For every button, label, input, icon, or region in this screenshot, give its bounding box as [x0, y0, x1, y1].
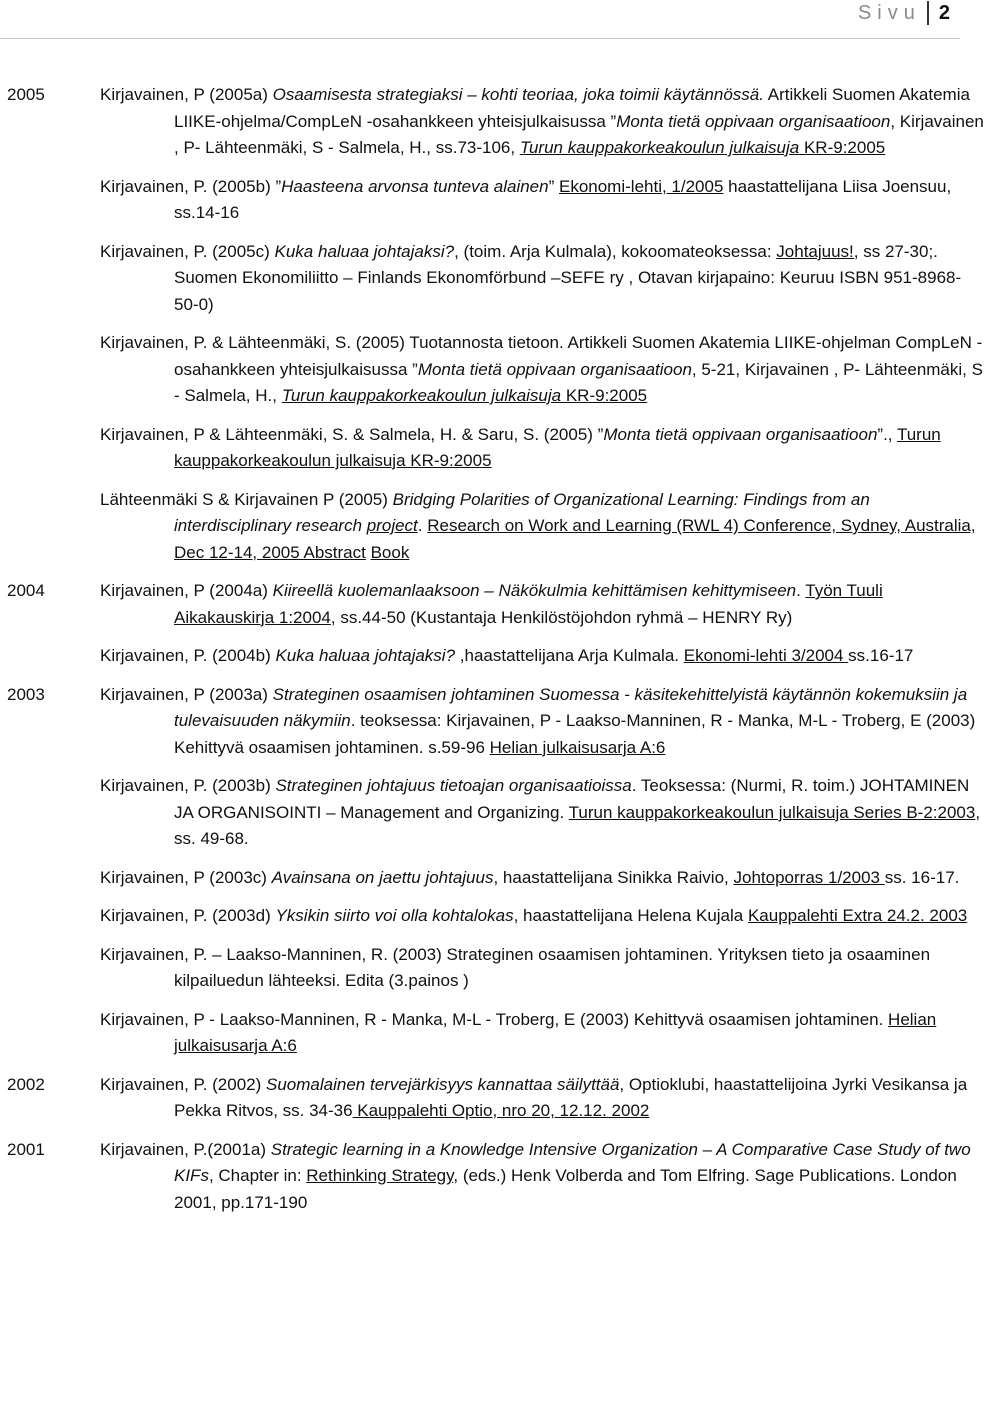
publication-text: .	[417, 516, 428, 535]
publication-entry	[100, 1137, 984, 1217]
publication-link[interactable]: Johtoporras 1/2003	[733, 867, 885, 887]
publication-text: Kirjavainen, P.(2001a)	[100, 1139, 271, 1159]
publication-text: Strateginen osaamisen johtaminen Suomessa - käsitekehittelyistä käytännön kokemuksiin ja tulevaisuuden näkymiin	[174, 684, 968, 730]
publication-text: Kirjavainen, P (2005a)	[100, 85, 273, 104]
publication-text: Kirjavainen, P. (2003d)	[100, 906, 276, 925]
publication-text: . teoksessa: Kirjavainen, P - Laakso-Manninen, R - Manka, M-L - Troberg, E (2003) Kehittyvä osaamisen johtaminen. s.59-96	[174, 711, 976, 757]
page-header	[858, 0, 960, 26]
publication-text: , ss.44-50 (Kustantaja Henkilöstöjohdon ryhmä – HENRY Ry)	[330, 607, 793, 627]
publication-text: Yksikin siirto voi olla kohtalokas	[275, 906, 514, 925]
header-rule	[0, 38, 960, 39]
publication-text: Kiireellä kuolemanlaaksoon – Näkökulmia kehittämisen kehittymiseen	[272, 581, 797, 600]
publication-text: Artikkeli Suomen Akatemia LIIKE-ohjelma/CompLeN -osahankkeen yhteisjulkaisussa ”	[174, 85, 970, 131]
publication-link[interactable]: Turun kauppakorkeakoulun julkaisuja Series B-2:2003	[568, 802, 976, 822]
publication-text: Kuka haluaa johtajaksi?	[274, 241, 455, 261]
publication-text: . Teoksessa: (Nurmi, R. toim.) JOHTAMINEN JA ORGANISOINTI – Management and Organizing.	[174, 776, 970, 822]
publication-text: , haastattelijana Helena Kujala	[513, 906, 748, 925]
publication-text: , haastattelijana Sinikka Raivio,	[493, 867, 734, 887]
year-group-2002	[0, 1072, 968, 1125]
publication-link[interactable]: Rethinking Strategy	[306, 1166, 454, 1185]
year-label: 2004	[7, 581, 45, 600]
publication-entry	[100, 82, 984, 162]
publication-link[interactable]: Kauppalehti Optio, nro 20, 12.12. 2002	[352, 1101, 650, 1120]
publication-text: ss 27-30;. Suomen Ekonomiliitto – Finlands Ekonomförbund –SEFE ry , Otavan kirjapaino: Keuruu ISBN 951-8968-50-0)	[174, 241, 962, 314]
publication-text: ss. 16-17.	[884, 867, 960, 887]
publication-entry	[100, 1007, 984, 1060]
publication-text: Kirjavainen, P - Laakso-Manninen, R - Manka, M-L - Troberg, E (2003) Kehittyvä osaamisen johtaminen.	[100, 1009, 889, 1029]
year-label: 2002	[7, 1074, 45, 1094]
publication-text: Osaamisesta strategiaksi – kohti teoriaa, joka toimii käytännössä.	[272, 85, 764, 104]
publication-text: Avainsana on jaettu johtajuus	[271, 867, 494, 887]
year-group-2003	[0, 682, 981, 1060]
publication-entry	[100, 578, 984, 631]
header-divider	[927, 1, 929, 25]
publication-text: Lähteenmäki S & Kirjavainen P (2005)	[100, 489, 393, 509]
publication-text: Kirjavainen, P (2004a)	[100, 581, 273, 600]
publication-link[interactable]: Turun kauppakorkeakoulun julkaisuja	[519, 138, 800, 157]
publication-link[interactable]: Helian julkaisusarja A:6	[174, 1009, 937, 1055]
publication-text: Monta tietä oppivaan organisaatioon	[603, 424, 878, 444]
publication-entry	[100, 942, 984, 995]
publication-text: , (toim. Arja Kulmala), kokoomateoksessa:	[454, 241, 777, 261]
publication-link[interactable]: Ekonomi-lehti 3/2004	[683, 646, 849, 665]
publication-entry	[100, 239, 984, 319]
publication-entry	[100, 643, 984, 670]
publication-text: haastattelijana Liisa Joensuu, ss.14-16	[174, 176, 952, 222]
publication-link[interactable]: Helian julkaisusarja A:6	[489, 737, 666, 757]
publication-text: , Optioklubi, haastattelijoina Jyrki Vesikansa ja Pekka Ritvos, ss. 34-36	[174, 1074, 968, 1120]
year-group-2004	[0, 578, 960, 670]
publication-text: Kirjavainen, P. (2002)	[100, 1074, 267, 1094]
publication-text: Kirjavainen, P. (2003b)	[100, 776, 276, 795]
year-group-2005	[0, 82, 984, 566]
publication-text: .	[796, 581, 806, 600]
publication-entry	[100, 174, 984, 227]
publication-text: , Chapter in:	[208, 1166, 307, 1185]
publication-text: Kirjavainen, P. – Laakso-Manninen, R. (2003) Strateginen osaamisen johtaminen. Yrityksen tieto ja osaaminen kilpailuedun lähteeksi. Edita (3.painos )	[100, 944, 931, 990]
publication-text: , ss. 49-68.	[174, 802, 981, 848]
publication-link[interactable]: Työn Tuuli Aikakauskirja 1:2004	[174, 581, 883, 627]
publication-link[interactable]: Turun kauppakorkeakoulun julkaisuja	[174, 424, 941, 470]
publication-text: Monta tietä oppivaan organisaatioon	[616, 111, 891, 131]
publication-link[interactable]: Book	[370, 542, 410, 562]
publication-text: , 5-21, Kirjavainen , P- Lähteenmäki, S - Salmela, H.,	[174, 359, 983, 405]
publication-link[interactable]: Research on Work and Learning (RWL 4) Conference, Sydney, Australia, Dec 12-14, 2005 Abstract	[174, 516, 976, 562]
publication-link[interactable]: KR-9:2005	[405, 451, 492, 470]
publication-entry	[100, 903, 984, 930]
year-label: 2003	[7, 684, 45, 704]
publication-link[interactable]: Turun kauppakorkeakoulun julkaisuja	[281, 386, 562, 405]
publication-entry	[100, 682, 984, 762]
publication-text: ss.16-17	[848, 646, 914, 665]
publication-text: , (eds.) Henk Volberda and Tom Elfring. Sage Publications. London 2001, pp.171-190	[174, 1166, 957, 1212]
publication-entry	[100, 422, 984, 475]
publication-entry	[100, 865, 984, 892]
publication-text: Kirjavainen, P. & Lähteenmäki, S. (2005) Tuotannosta tietoon. Artikkeli Suomen Akatemia LIIKE-ohjelman CompLeN -osahankkeen yhteisjulkaisussa ”	[100, 333, 983, 379]
publication-link[interactable]: Johtajuus!,	[776, 241, 859, 261]
publication-link[interactable]: KR-9:2005	[561, 386, 648, 405]
publication-text: Strateginen johtajuus tietoajan organisaatioissa	[275, 776, 632, 795]
publication-text: Kuka haluaa johtajaksi?	[275, 646, 456, 665]
year-label: 2001	[7, 1139, 45, 1159]
publication-text: ”.,	[877, 424, 897, 444]
publication-entry	[100, 1072, 984, 1125]
publication-text: ,haastattelijana Arja Kulmala.	[455, 646, 684, 665]
publication-text: ”	[548, 176, 559, 196]
publication-link[interactable]: Kauppalehti Extra 24.2. 2003	[747, 906, 968, 925]
publication-text: Haasteena arvonsa tunteva alainen	[281, 176, 549, 196]
publication-entry	[100, 487, 984, 567]
publication-text: Kirjavainen, P. (2005c)	[100, 241, 275, 261]
publication-text: Strategic learning in a Knowledge Intensive Organization – A Comparative Case Study of two KIFs	[174, 1139, 971, 1185]
publication-link[interactable]: project	[366, 516, 418, 535]
year-group-2001	[0, 1137, 971, 1217]
publication-text: Kirjavainen, P (2003a)	[100, 684, 273, 704]
publication-entry	[100, 773, 984, 853]
publication-text: , Kirjavainen , P- Lähteenmäki, S - Salmela, H., ss.73-106,	[174, 111, 984, 157]
publication-link[interactable]: KR-9:2005	[799, 138, 886, 157]
publication-text: Suomalainen tervejärkisyys kannattaa säilyttää	[266, 1074, 620, 1094]
publication-text: Kirjavainen, P (2003c)	[100, 867, 272, 887]
publication-text: Kirjavainen, P & Lähteenmäki, S. & Salmela, H. & Saru, S. (2005) ”	[100, 424, 604, 444]
publication-text: Monta tietä oppivaan organisaatioon	[417, 359, 692, 379]
publication-text: Kirjavainen, P. (2004b)	[100, 646, 276, 665]
page-number: 2	[938, 1, 950, 24]
publication-entry	[100, 330, 984, 410]
publication-text: Bridging Polarities of Organizational Learning: Findings from an interdisciplinary research	[174, 489, 870, 535]
page-label: Sivu	[857, 1, 921, 24]
publication-text: Kirjavainen, P. (2005b) ”	[100, 176, 282, 196]
publication-list	[0, 82, 984, 1228]
year-label: 2005	[7, 85, 45, 104]
publication-link[interactable]: Ekonomi-lehti, 1/2005	[558, 176, 724, 196]
